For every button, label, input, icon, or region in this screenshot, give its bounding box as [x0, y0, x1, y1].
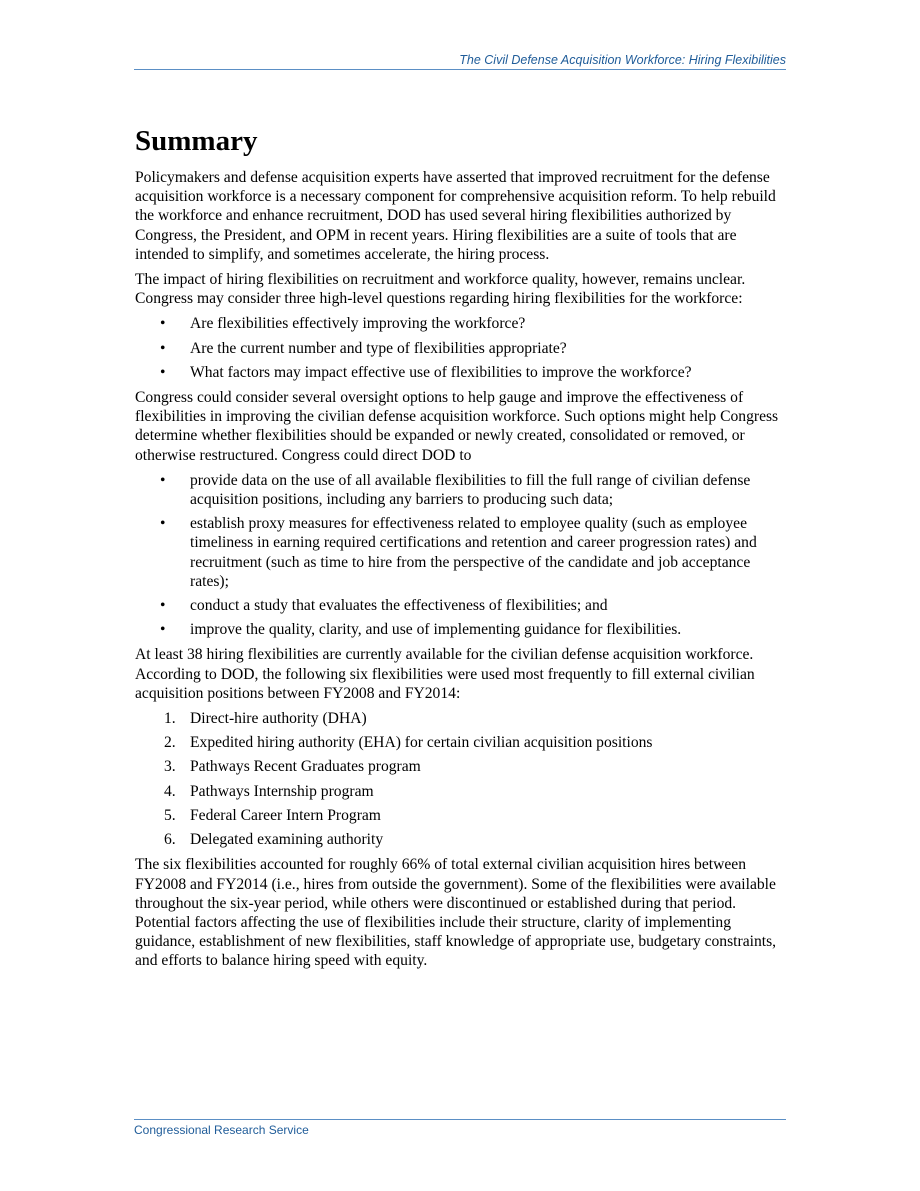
running-header [134, 53, 786, 70]
list-number: 4. [164, 782, 176, 800]
list-item: • What factors may impact effective use of flexibilities to improve the workforce? [135, 363, 787, 382]
list-number: 3. [164, 758, 176, 776]
paragraph-usage: The six flexibilities accounted for roughly 66% of total external civilian acquisition hires between FY2008 and FY2014 (i.e., hires from outside the government). Some of the flexibilities were available throughout the six-year period, while others were discontinued or established during that period. Potential factors affecting the use of flexibilities include their structure, clarity of implementing guidance, establishment of new flexibilities, staff knowledge of appropriate use, budgetary constraints, and efforts to balance hiring speed with equity. [135, 856, 777, 970]
paragraph-impact: The impact of hiring flexibilities on recruitment and workforce quality, however, remains unclear. Congress may consider three high-level questions regarding hiring flexibilities for the workforce: [135, 271, 746, 308]
footer-publisher: Congressional Research Service [134, 1123, 309, 1137]
list-item [135, 709, 787, 728]
questions-list [135, 314, 787, 382]
list-item [135, 733, 787, 752]
list-text: Delegated examining authority [190, 831, 384, 849]
options-list [135, 471, 787, 640]
list-number: 6. [164, 831, 176, 849]
list-item: • Are the current number and type of flexibilities appropriate? [135, 339, 787, 358]
list-item: • conduct a study that evaluates the effectiveness of flexibilities; and [135, 596, 787, 615]
list-item: • provide data on the use of all available flexibilities to fill the full range of civilian defense acquisition positions, including any barriers to producing such data; [135, 471, 787, 509]
list-text: Direct-hire authority (DHA) [190, 710, 367, 728]
list-text: Pathways Internship program [190, 782, 374, 800]
list-number: 5. [164, 806, 176, 824]
list-number: 1. [164, 710, 176, 728]
list-item [135, 830, 787, 849]
section-title: Summary [135, 125, 258, 157]
flexibilities-list [135, 709, 787, 849]
list-item [135, 757, 787, 776]
list-item [135, 782, 787, 801]
paragraph-intro: Policymakers and defense acquisition experts have asserted that improved recruitment for the defense acquisition workforce is a necessary component for comprehensive acquisition reform. To help rebuild the workforce and enhance recruitment, DOD has used several hiring flexibilities authorized by Congress, the President, and OPM in recent years. Hiring flexibilities are a suite of tools that are intended to simplify, and sometimes accelerate, the hiring process. [135, 169, 776, 263]
list-number: 2. [164, 734, 176, 752]
running-title: The Civil Defense Acquisition Workforce: Hiring Flexibilities [459, 53, 786, 67]
list-item: • Are flexibilities effectively improving the workforce? [135, 314, 787, 333]
paragraph-available: At least 38 hiring flexibilities are currently available for the civilian defense acquisition workforce. According to DOD, the following six flexibilities were used most frequently to fill external civilian acquisition positions between FY2008 and FY2014: [135, 646, 755, 702]
summary-section [135, 124, 787, 977]
list-text: Expedited hiring authority (EHA) for certain civilian acquisition positions [190, 734, 653, 752]
list-text: Federal Career Intern Program [190, 806, 381, 824]
list-item: • improve the quality, clarity, and use of implementing guidance for flexibilities. [135, 620, 787, 639]
list-item [135, 806, 787, 825]
paragraph-oversight: Congress could consider several oversight options to help gauge and improve the effectiveness of flexibilities in improving the civilian defense acquisition workforce. Such options might help Congress determine whether flexibilities should be expanded or newly created, consolidated or removed, or otherwise restructured. Congress could direct DOD to [135, 389, 779, 464]
list-text: Pathways Recent Graduates program [190, 758, 421, 776]
page-footer [134, 1119, 786, 1137]
list-item: • establish proxy measures for effectiveness related to employee quality (such as employee timeliness in earning required certifications and retention and career progression rates) and recruitment (such as time to hire from the perspective of the candidate and job acceptance rates); [135, 514, 787, 591]
